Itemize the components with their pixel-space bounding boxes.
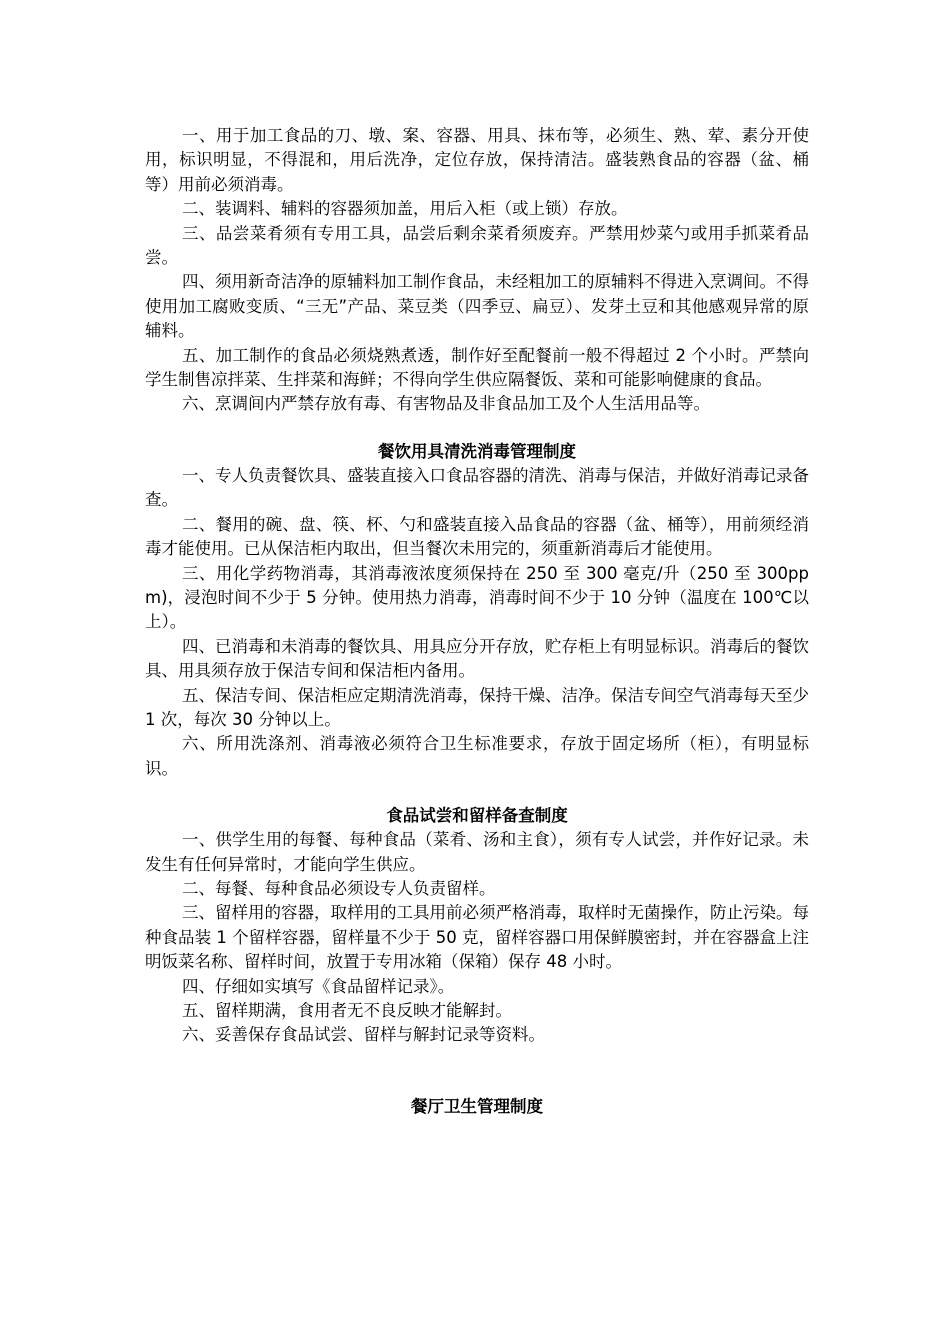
paragraph: 二、餐用的碗、盘、筷、杯、勺和盛装直接入品食品的容器（盆、桶等），用前须经消毒才能使用。已从保洁柜内取出，但当餐次未用完的，须重新消毒后才能使用。	[145, 514, 809, 559]
paragraph: 三、品尝菜肴须有专用工具，品尝后剩余菜肴须废弃。严禁用炒菜勺或用手抓菜肴品尝。	[145, 223, 809, 268]
paragraph: 四、已消毒和未消毒的餐饮具、用具应分开存放，贮存柜上有明显标识。消毒后的餐饮具、用具须存放于保洁专间和保洁柜内备用。	[145, 636, 809, 681]
paragraph: 六、所用洗涤剂、消毒液必须符合卫生标准要求，存放于固定场所（柜），有明显标识。	[145, 734, 809, 778]
paragraph: 三、用化学药物消毒，其消毒液浓度须保持在 250 至 300 毫克/升（250 至 300ppm)，浸泡时间不少于 5 分钟。使用热力消毒，消毒时间不少于 10 分钟（温度在 100℃以上）。	[145, 563, 809, 632]
document-body	[145, 124, 809, 1119]
section-title: 餐饮用具清洗消毒管理制度	[378, 441, 576, 461]
paragraph: 二、装调料、辅料的容器须加盖，用后入柜（或上锁）存放。	[182, 199, 628, 219]
section-kitchen-processing	[145, 124, 809, 417]
section-tableware-disinfection	[145, 440, 809, 781]
paragraph: 三、留样用的容器，取样用的工具用前必须严格消毒，取样时无菌操作，防止污染。每种食品装 1 个留样容器，留样量不少于 50 克，留样容器口用保鲜膜密封，并在容器盒上注明饭菜名称、留样时间，放置于专用冰箱（保箱）保存 48 小时。	[145, 903, 809, 972]
paragraph: 二、每餐、每种食品必须设专人负责留样。	[182, 878, 496, 898]
paragraph: 六、烹调间内严禁存放有毒、有害物品及非食品加工及个人生活用品等。	[182, 394, 710, 414]
paragraph: 一、供学生用的每餐、每种食品（菜肴、汤和主食），须有专人试尝，并作好记录。未发生有任何异常时，才能向学生供应。	[145, 830, 809, 874]
paragraph: 四、仔细如实填写《食品留样记录》。	[182, 976, 455, 996]
section-title: 餐厅卫生管理制度	[411, 1096, 543, 1116]
section-dining-hall-hygiene	[145, 1095, 809, 1119]
paragraph: 六、妥善保存食品试尝、留样与解封记录等资料。	[182, 1025, 545, 1045]
paragraph: 一、专人负责餐饮具、盛装直接入口食品容器的清洗、消毒与保洁，并做好消毒记录备查。	[145, 465, 809, 510]
paragraph: 五、加工制作的食品必须烧熟煮透，制作好至配餐前一般不得超过 2 个小时。严禁向学生制售凉拌菜、生拌菜和海鲜；不得向学生供应隔餐饭、菜和可能影响健康的食品。	[145, 345, 809, 390]
paragraph: 一、用于加工食品的刀、墩、案、容器、用具、抹布等，必须生、熟、荤、素分开使用，标识明显，不得混和，用后洗净，定位存放，保持清洁。盛装熟食品的容器（盆、桶等）用前必须消毒。	[145, 126, 809, 194]
section-food-sampling	[145, 804, 809, 1048]
paragraph: 五、留样期满，食用者无不良反映才能解封。	[182, 1001, 512, 1020]
paragraph: 四、须用新奇洁净的原辅料加工制作食品，未经粗加工的原辅料不得进入烹调间。不得使用加工腐败变质、“三无”产品、菜豆类（四季豆、扁豆）、发芽土豆和其他感观异常的原辅料。	[145, 272, 809, 341]
section-title: 食品试尝和留样备查制度	[386, 806, 568, 826]
paragraph: 五、保洁专间、保洁柜应定期清洗消毒，保持干燥、洁净。保洁专间空气消毒每天至少 1 次，每次 30 分钟以上。	[145, 685, 809, 729]
